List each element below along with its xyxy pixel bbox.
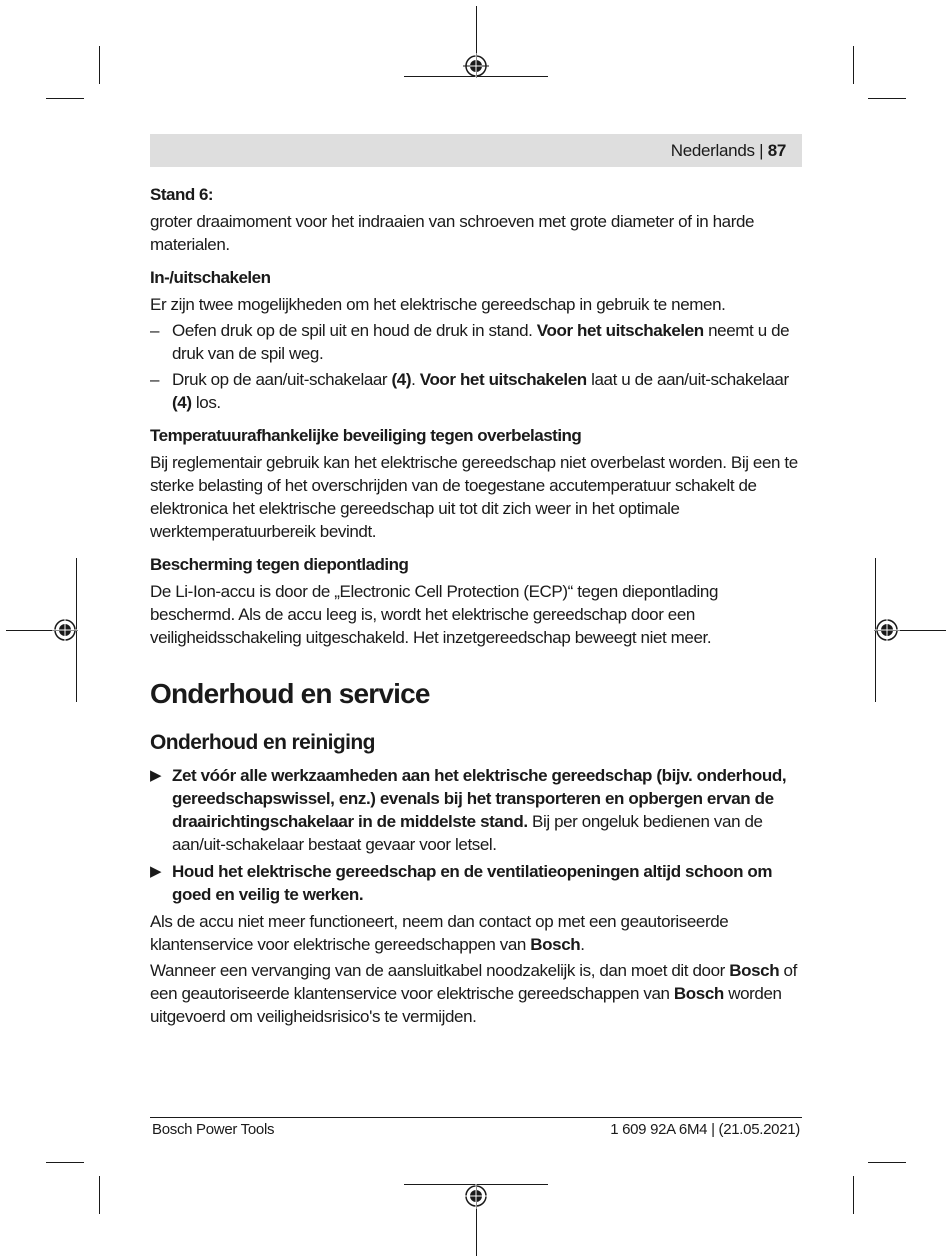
safety-bullet (150, 764, 802, 856)
dash-bullet: – (150, 321, 160, 340)
page-content (150, 183, 802, 1031)
safety-bullet-emphasis: Zet vóór alle werkzaamheden aan het elektrische gereedschap (bijv. onderhoud, gereedschapswissel, enz.) evenals bij het transporteren en opbergen ervan de draairichtingschakelaar in de middelste stand. (172, 766, 787, 831)
dash-bullet: – (150, 370, 160, 389)
crop-mark (853, 1176, 854, 1214)
subsection-title: Onderhoud en reiniging (150, 731, 375, 754)
footer-doc-number: 1 609 92A 6M4 | (21.05.2021) (610, 1121, 800, 1138)
overload-text: Bij reglementair gebruik kan het elektrische gereedschap niet overbelast worden. Bij een te sterke belasting of het overschrijden van de toegestane accutemperatuur schakelt de elektronica het elektrische gereedschap uit tot dit zich weer in het optimale werktemperatuurbereik bevindt. (150, 453, 798, 541)
safety-bullet (150, 860, 802, 906)
stand6-heading: Stand 6: (150, 185, 214, 204)
paragraph-text: of een geautoriseerde klantenservice voor elektrische gereedschappen van (150, 961, 797, 1003)
list-item (150, 368, 802, 414)
running-header (150, 134, 802, 167)
list-item-text: neemt u de druk van de spil weg. (172, 321, 790, 363)
list-item-emphasis: Voor het uitschakelen (536, 321, 704, 340)
registration-mark-icon (52, 617, 78, 643)
paragraph-text: worden uitgevoerd om veiligheidsrisico's te vermijden. (150, 984, 782, 1026)
registration-mark-icon (874, 617, 900, 643)
brand-name: Bosch (530, 935, 581, 954)
list-item-emphasis: Voor het uitschakelen (419, 370, 587, 389)
header-label (671, 141, 786, 161)
brand-name: Bosch (729, 961, 780, 980)
paragraph-text: . (580, 935, 585, 954)
battery-service-paragraph (150, 910, 802, 956)
page-number: 87 (767, 141, 786, 160)
crop-mark (46, 1162, 84, 1163)
stand6-text: groter draaimoment voor het indraaien van schroeven met grote diameter of in harde materialen. (150, 212, 755, 254)
footer-publisher: Bosch Power Tools (152, 1121, 275, 1138)
crop-mark (99, 46, 100, 84)
deepdischarge-text: De Li-Ion-accu is door de „Electronic Cell Protection (ECP)“ tegen diepontlading beschermd. Als de accu leeg is, wordt het elektrische gereedschap door een veiligheidsschakeling uitgeschakeld. Het inzetgereedschap beweegt niet meer. (150, 582, 719, 647)
safety-bullet-emphasis: Houd het elektrische gereedschap en de ventilatieopeningen altijd schoon om goed en veilig te werken. (172, 862, 773, 904)
header-separator: | (759, 141, 764, 160)
switching-intro: Er zijn twee mogelijkheden om het elektrische gereedschap in gebruik te nemen. (150, 295, 726, 314)
list-item-text: Druk op de aan/uit-schakelaar (172, 370, 392, 389)
footer-rule (150, 1117, 802, 1118)
header-language: Nederlands (670, 141, 755, 160)
part-reference: (4) (391, 370, 412, 389)
list-item-text: Oefen druk op de spil uit en houd de druk in stand. (172, 321, 537, 340)
section-title: Onderhoud en service (150, 678, 430, 709)
list-item (150, 319, 802, 365)
crop-mark (868, 1162, 906, 1163)
cable-replacement-paragraph (150, 959, 802, 1028)
list-item-text: laat u de aan/uit-schakelaar (586, 370, 789, 389)
overload-heading: Temperatuurafhankelijke beveiliging tegen overbelasting (150, 426, 582, 445)
registration-mark-icon (463, 1183, 489, 1209)
triangle-bullet-icon: ▶ (150, 767, 162, 784)
registration-mark-icon (463, 53, 489, 79)
switching-heading: In-/uitschakelen (150, 268, 271, 287)
crop-mark (46, 98, 84, 99)
crop-mark (868, 98, 906, 99)
list-item-text: . (411, 370, 420, 389)
part-reference: (4) (172, 393, 192, 412)
deepdischarge-heading: Bescherming tegen diepontlading (150, 555, 409, 574)
safety-bullet-text: Bij per ongeluk bedienen van de aan/uit-schakelaar bestaat gevaar voor letsel. (172, 812, 763, 854)
brand-name: Bosch (673, 984, 724, 1003)
list-item-text: los. (191, 393, 221, 412)
triangle-bullet-icon: ▶ (150, 863, 162, 880)
crop-mark (853, 46, 854, 84)
crop-mark (99, 1176, 100, 1214)
paragraph-text: Wanneer een vervanging van de aansluitkabel noodzakelijk is, dan moet dit door (150, 961, 730, 980)
paragraph-text: Als de accu niet meer functioneert, neem dan contact op met een geautoriseerde klantenservice voor elektrische gereedschappen van (150, 912, 729, 954)
